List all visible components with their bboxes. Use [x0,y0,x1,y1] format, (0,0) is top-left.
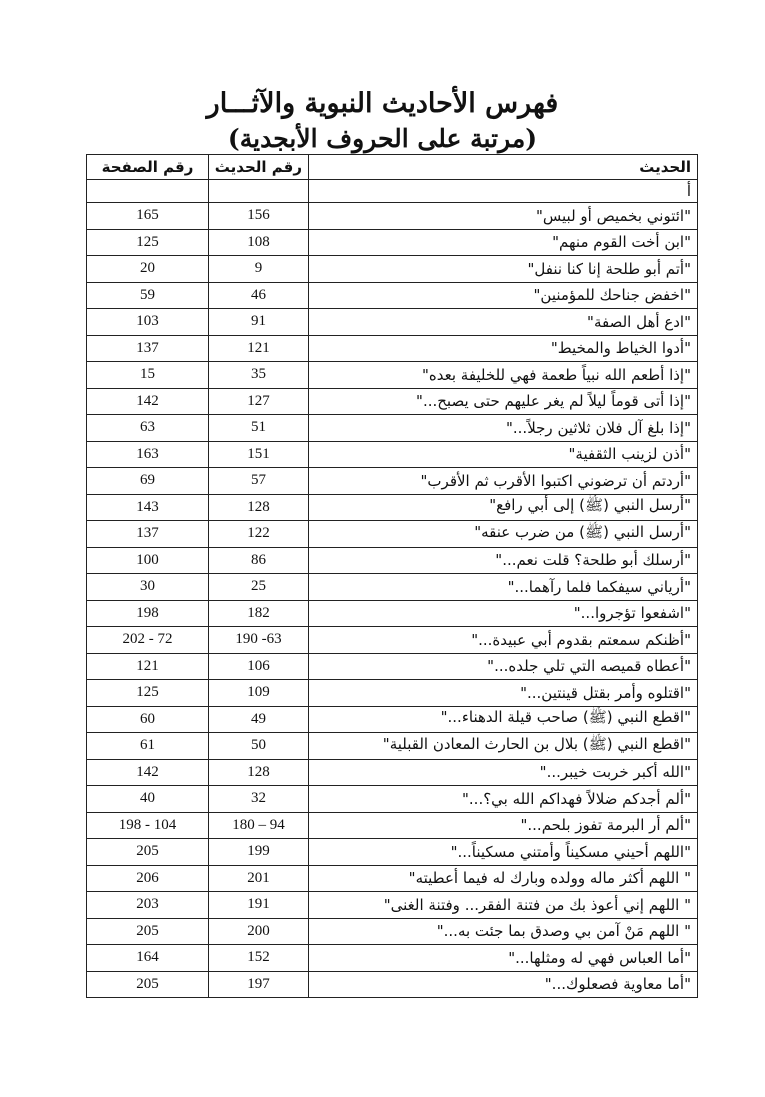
letter-row-empty-cell [87,180,209,203]
table-header-row [87,155,698,180]
hadith-number-cell: 122 [209,521,309,548]
page-number-cell: 203 [87,892,209,919]
table-row [87,918,698,945]
hadith-number-cell: 86 [209,547,309,574]
page-number-cell: 100 [87,547,209,574]
header-page-number: رقم الصفحة [87,155,209,180]
hadith-text-cell: "إذا بلغ آل فلان ثلاثين رجلاً..." [309,415,698,442]
letter-row [87,180,698,203]
hadith-text-cell: "ألم أجدكم ضلالاً فهداكم الله بي؟..." [309,786,698,813]
hadith-number-cell: 91 [209,309,309,336]
hadith-text-cell: " اللهم أكثر ماله وولده وبارك له فيما أعطيته" [309,865,698,892]
table-row [87,600,698,627]
table-row [87,786,698,813]
page-number-cell: 202 - 72 [87,627,209,654]
page-number-cell: 20 [87,256,209,283]
table-row [87,309,698,336]
hadith-text-cell: "أما معاوية فصعلوك..." [309,971,698,998]
page-number-cell: 198 [87,600,209,627]
hadith-text-cell: " اللهم إني أعوذ بك من فتنة الفقر... وفتنة الغنى" [309,892,698,919]
table-row [87,812,698,839]
hadith-text-cell: "اقطع النبي (ﷺ) صاحب قيلة الدهناء..." [309,706,698,733]
page-number-cell: 61 [87,733,209,760]
hadith-number-cell: 190 -63 [209,627,309,654]
hadith-text-cell: "أظنكم سمعتم بقدوم أبي عبيدة..." [309,627,698,654]
page-number-cell: 206 [87,865,209,892]
table-row [87,733,698,760]
page-number-cell: 198 - 104 [87,812,209,839]
page-number-cell: 15 [87,362,209,389]
hadith-text-cell: "اخفض جناحك للمؤمنين" [309,282,698,309]
table-row [87,971,698,998]
hadith-number-cell: 51 [209,415,309,442]
hadith-number-cell: 180 – 94 [209,812,309,839]
hadith-text-cell: "ادع أهل الصفة" [309,309,698,336]
hadith-number-cell: 200 [209,918,309,945]
hadith-text-cell: " اللهم مَنْ آمن بي وصدق بما جئت به..." [309,918,698,945]
hadith-text-cell: "ألم أر البرمة تفوز بلحم..." [309,812,698,839]
hadith-number-cell: 191 [209,892,309,919]
hadith-number-cell: 106 [209,653,309,680]
hadith-text-cell: "أذن لزينب الثقفية" [309,441,698,468]
page-number-cell: 69 [87,468,209,495]
hadith-number-cell: 197 [209,971,309,998]
hadith-text-cell: "أرسلك أبو طلحة؟ قلت نعم..." [309,547,698,574]
page-number-cell: 205 [87,839,209,866]
hadith-text-cell: "إذا أطعم الله نبياً طعمة فهي للخليفة بعده" [309,362,698,389]
page-number-cell: 164 [87,945,209,972]
hadith-text-cell: "أرياني سيفكما فلما رآهما..." [309,574,698,601]
hadith-text-cell: "إذا أتى قوماً ليلاً لم يغر عليهم حتى يصبح..." [309,388,698,415]
hadith-number-cell: 128 [209,494,309,521]
hadith-number-cell: 25 [209,574,309,601]
table-row [87,865,698,892]
page-number-cell: 30 [87,574,209,601]
hadith-number-cell: 182 [209,600,309,627]
hadith-number-cell: 32 [209,786,309,813]
table-row [87,468,698,495]
table-row [87,229,698,256]
hadith-text-cell: "أما العباس فهي له ومثلها..." [309,945,698,972]
hadith-text-cell: "أرسل النبي (ﷺ) إلى أبي رافع" [309,494,698,521]
header-hadith-number: رقم الحديث [209,155,309,180]
hadith-number-cell: 127 [209,388,309,415]
page-number-cell: 60 [87,706,209,733]
header-hadith: الحديث [309,155,698,180]
hadith-index-table [86,154,698,998]
page-number-cell: 143 [87,494,209,521]
table-row [87,653,698,680]
hadith-text-cell: "ابن أخت القوم منهم" [309,229,698,256]
page-number-cell: 205 [87,918,209,945]
page-title: فهرس الأحاديث النبوية والآثـــار [206,88,559,119]
table-row [87,574,698,601]
table-row [87,759,698,786]
hadith-number-cell: 49 [209,706,309,733]
table-row [87,680,698,707]
table-row [87,547,698,574]
page-number-cell: 137 [87,335,209,362]
page-number-cell: 125 [87,680,209,707]
hadith-number-cell: 35 [209,362,309,389]
page-number-cell: 142 [87,388,209,415]
hadith-number-cell: 109 [209,680,309,707]
table-row [87,521,698,548]
table-row [87,839,698,866]
page-number-cell: 125 [87,229,209,256]
table-row [87,627,698,654]
hadith-text-cell: "اشفعوا تؤجروا..." [309,600,698,627]
table-row [87,203,698,230]
table-row [87,362,698,389]
hadith-text-cell: "أرسل النبي (ﷺ) من ضرب عنقه" [309,521,698,548]
hadith-text-cell: "الله أكبر خربت خيبر..." [309,759,698,786]
page-number-cell: 59 [87,282,209,309]
hadith-number-cell: 199 [209,839,309,866]
hadith-number-cell: 151 [209,441,309,468]
page-number-cell: 40 [87,786,209,813]
table-row [87,335,698,362]
hadith-number-cell: 108 [209,229,309,256]
letter-row-empty-cell [209,180,309,203]
table-row [87,945,698,972]
hadith-text-cell: "أعطاه قميصه التي تلي جلده..." [309,653,698,680]
table-row [87,256,698,283]
hadith-text-cell: "أدوا الخياط والمخيط" [309,335,698,362]
page-subtitle: (مرتبة على الحروف الأبجدية) [227,124,538,153]
table-row [87,388,698,415]
hadith-text-cell: "اللهم أحيني مسكيناً وأمتني مسكيناً..." [309,839,698,866]
table-row [87,282,698,309]
page-number-cell: 137 [87,521,209,548]
hadith-number-cell: 57 [209,468,309,495]
page-number-cell: 63 [87,415,209,442]
page-number-cell: 142 [87,759,209,786]
hadith-number-cell: 201 [209,865,309,892]
hadith-number-cell: 46 [209,282,309,309]
table-row [87,415,698,442]
page-number-cell: 165 [87,203,209,230]
table-row [87,892,698,919]
page-number-cell: 121 [87,653,209,680]
table-row [87,706,698,733]
hadith-number-cell: 50 [209,733,309,760]
hadith-text-cell: "أتم أبو طلحة إنا كنا ننفل" [309,256,698,283]
hadith-number-cell: 9 [209,256,309,283]
hadith-text-cell: "أردتم أن ترضوني اكتبوا الأقرب ثم الأقرب" [309,468,698,495]
hadith-text-cell: "ائتوني بخميص أو لبيس" [309,203,698,230]
table-row [87,441,698,468]
hadith-text-cell: "اقتلوه وأمر بقتل قينتين..." [309,680,698,707]
table-row [87,494,698,521]
letter-heading: أ [309,180,698,203]
page-number-cell: 103 [87,309,209,336]
hadith-number-cell: 128 [209,759,309,786]
page-number-cell: 205 [87,971,209,998]
page-number-cell: 163 [87,441,209,468]
hadith-text-cell: "اقطع النبي (ﷺ) بلال بن الحارث المعادن القبلية" [309,733,698,760]
hadith-number-cell: 121 [209,335,309,362]
hadith-number-cell: 152 [209,945,309,972]
hadith-number-cell: 156 [209,203,309,230]
